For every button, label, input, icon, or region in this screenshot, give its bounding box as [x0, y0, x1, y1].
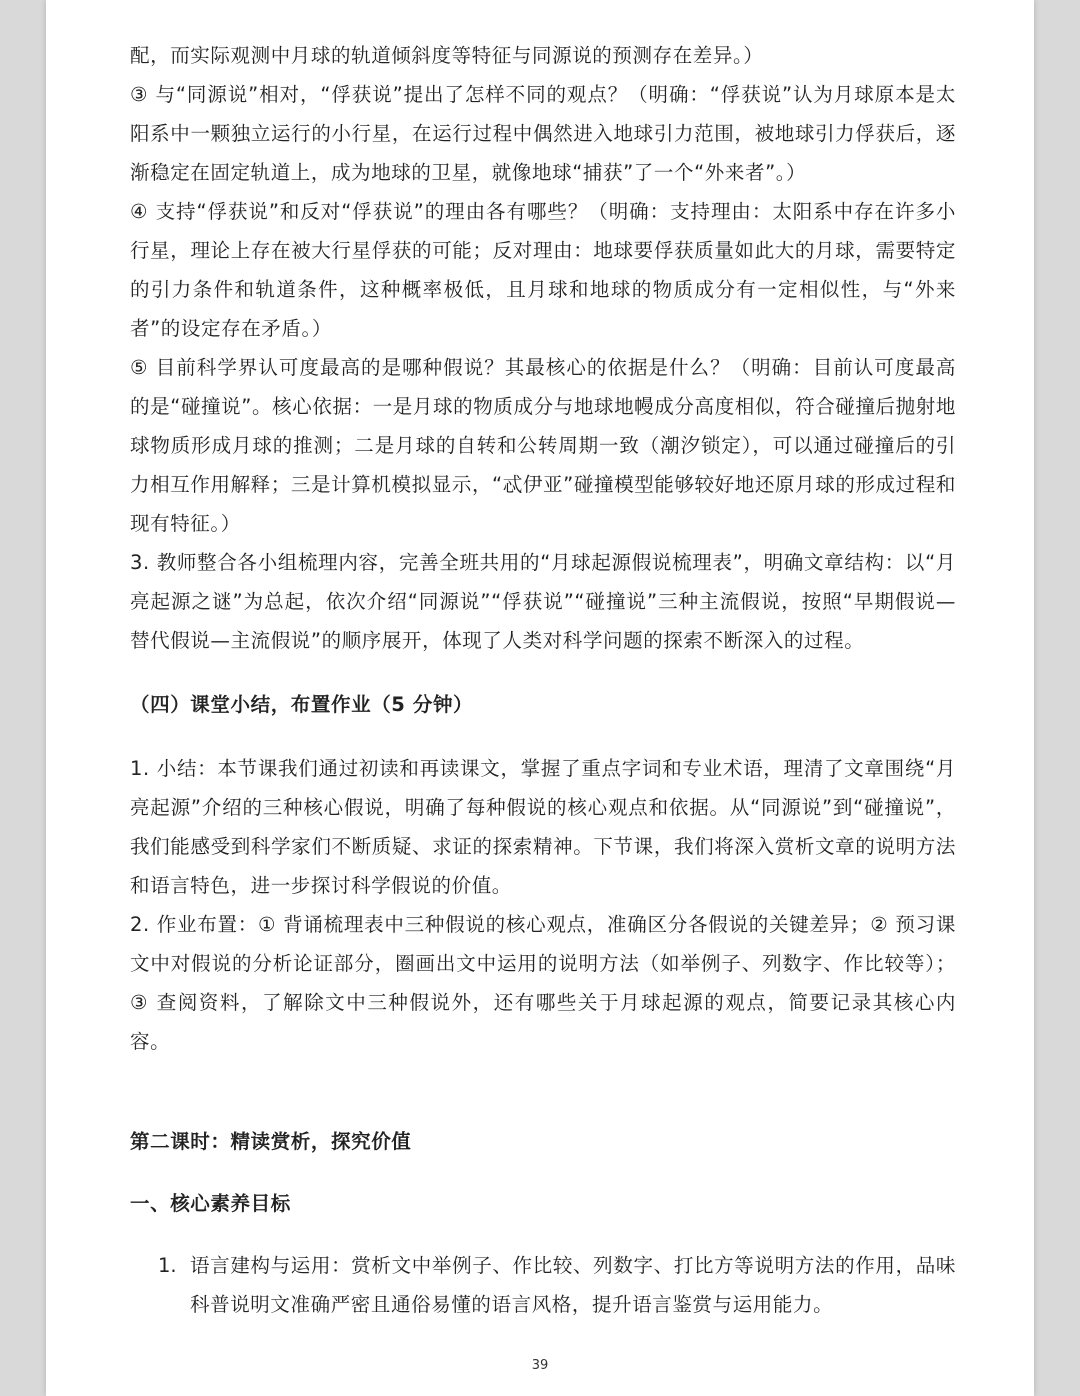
- question-4-paragraph: ④ 支持“俘获说”和反对“俘获说”的理由各有哪些？（明确：支持理由：太阳系中存在许多小行星，理论上存在被大行星俘获的可能；反对理由：地球要俘获质量如此大的月球，需要特定的引力条件和轨道条件，这种概率极低，且月球和地球的物质成分有一定相似性，与“外来者”的设定存在矛盾。）: [130, 200, 956, 340]
- document-page: [46, 0, 1034, 1396]
- homework-paragraph: 2. 作业布置：① 背诵梳理表中三种假说的核心观点，准确区分各假说的关键差异；② 预习课文中对假说的分析论证部分，圈画出文中运用的说明方法（如举例子、列数字、作比较等）；③ 查阅资料，了解除文中三种假说外，还有哪些关于月球起源的观点，简要记录其核心内容。: [130, 913, 956, 1053]
- paragraph-continuation: 配，而实际观测中月球的轨道倾斜度等特征与同源说的预测存在差异。）: [130, 44, 764, 67]
- summary-paragraph: 1. 小结：本节课我们通过初读和再读课文，掌握了重点字词和专业术语，理清了文章围绕“月亮起源”介绍的三种核心假说，明确了每种假说的核心观点和依据。从“同源说”到“碰撞说”，我们能感受到科学家们不断质疑、求证的探索精神。下节课，我们将深入赏析文章的说明方法和语言特色，进一步探讨科学假说的价值。: [130, 757, 956, 897]
- list-item-text: 语言建构与运用：赏析文中举例子、作比较、列数字、打比方等说明方法的作用，品味科普说明文准确严密且通俗易懂的语言风格，提升语言鉴赏与运用能力。: [190, 1254, 956, 1316]
- page-number: 39: [531, 1358, 549, 1373]
- step-3-paragraph: 3. 教师整合各小组梳理内容，完善全班共用的“月球起源假说梳理表”，明确文章结构：以“月亮起源之谜”为总起，依次介绍“同源说”“俘获说”“碰撞说”三种主流假说，按照“早期假说—替代假说—主流假说”的顺序展开，体现了人类对科学问题的探索不断深入的过程。: [130, 551, 956, 652]
- page-content: [130, 36, 956, 1324]
- question-3-paragraph: ③ 与“同源说”相对，“俘获说”提出了怎样不同的观点？（明确：“俘获说”认为月球原本是太阳系中一颗独立运行的小行星，在运行过程中偶然进入地球引力范围，被地球引力俘获后，逐渐稳定在固定轨道上，成为地球的卫星，就像地球“捕获”了一个“外来者”。）: [130, 83, 956, 184]
- goal-list-item: [158, 1246, 956, 1324]
- section-heading-summary: （四）课堂小结，布置作业（5 分钟）: [130, 693, 474, 716]
- lesson-2-heading: 第二课时：精读赏析，探究价值: [130, 1130, 412, 1153]
- question-5-paragraph: ⑤ 目前科学界认可度最高的是哪种假说？其最核心的依据是什么？（明确：目前认可度最高的是“碰撞说”。核心依据：一是月球的物质成分与地球地幔成分高度相似，符合碰撞后抛射地球物质形成月球的推测；二是月球的自转和公转周期一致（潮汐锁定），可以通过碰撞后的引力相互作用解释；三是计算机模拟显示，“忒伊亚”碰撞模型能够较好地还原月球的形成过程和现有特征。）: [130, 356, 956, 535]
- core-goals-heading: 一、核心素养目标: [130, 1192, 291, 1215]
- list-item-number: 1.: [158, 1254, 177, 1277]
